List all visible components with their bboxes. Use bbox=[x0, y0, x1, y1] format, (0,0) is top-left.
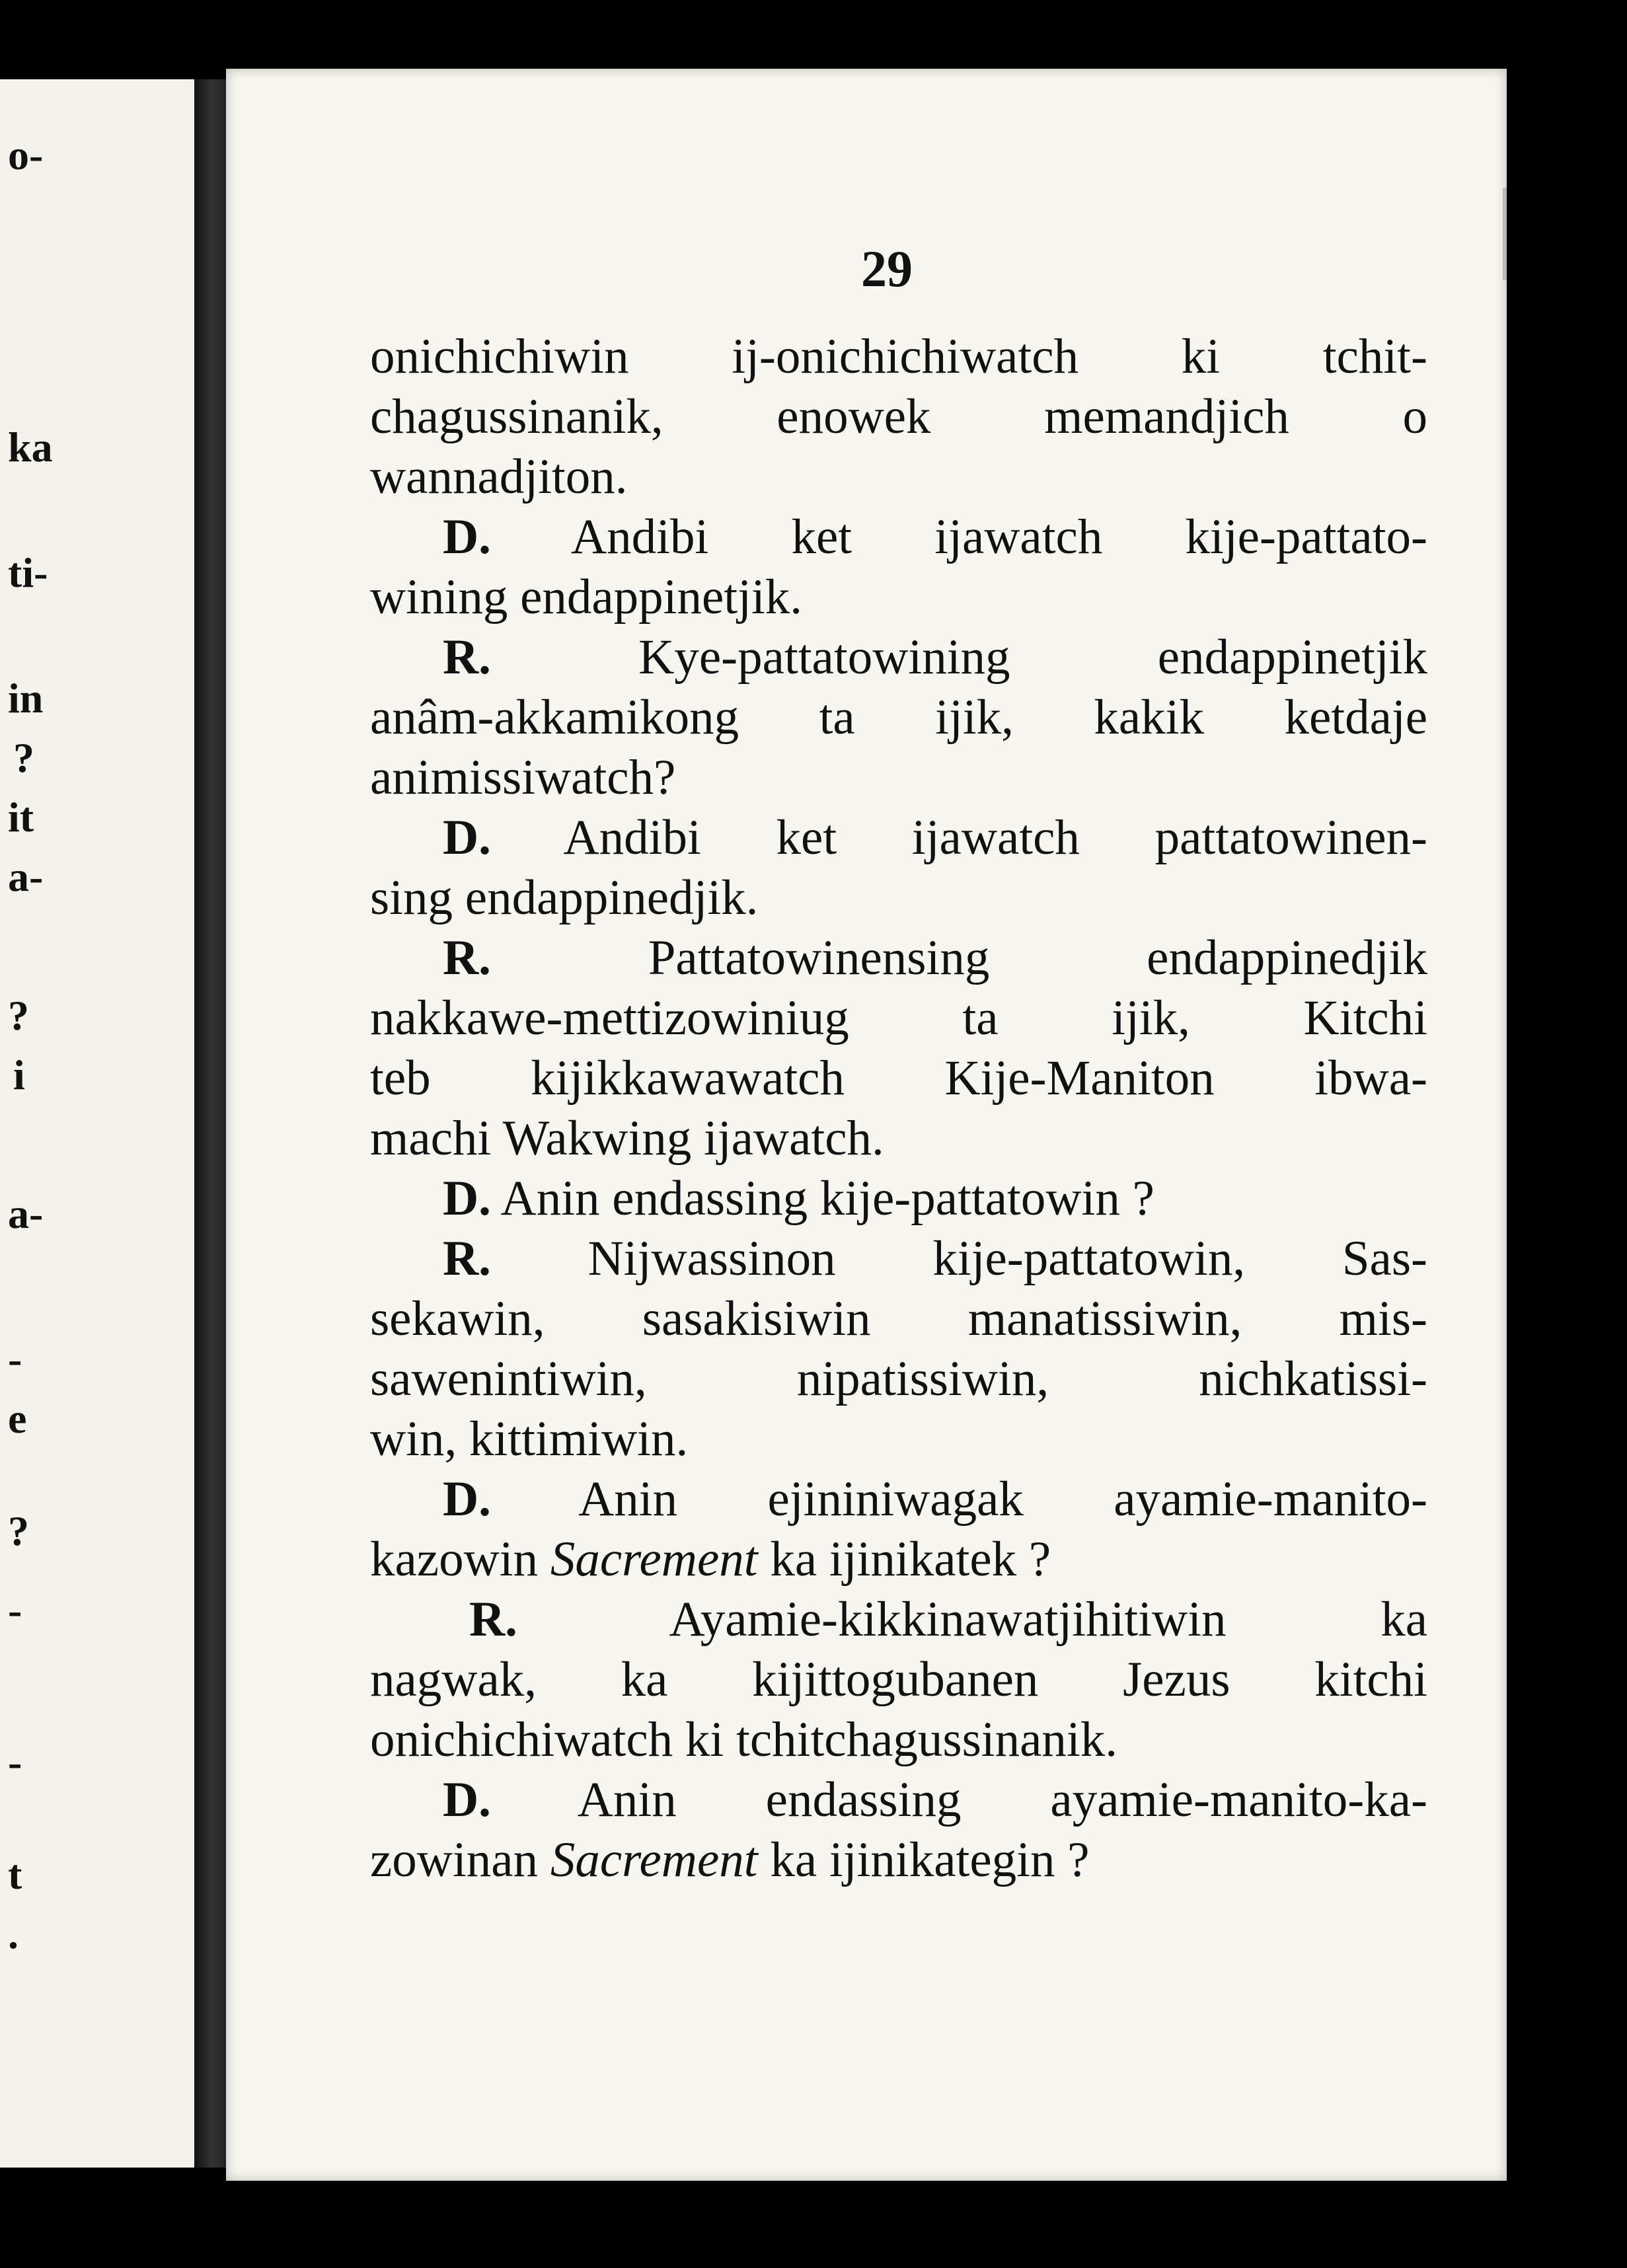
question-line: D. Andibi ket ijawatch pattatowinen- bbox=[443, 810, 1427, 865]
text-line: onichichiwatch ki tchitchagussinanik. bbox=[370, 1712, 1117, 1767]
answer-line: R. Kye-pattatowining endappinetjik bbox=[443, 630, 1427, 685]
text-line: anâm-akkamikong ta ijik, kakik ketdaje bbox=[370, 690, 1427, 745]
page-body-text bbox=[370, 326, 1427, 1890]
text-line: win, kittimiwin. bbox=[370, 1412, 689, 1466]
text-line: machi Wakwing ijawatch. bbox=[370, 1111, 884, 1166]
answer-line: R. Pattatowinensing endappinedjik bbox=[443, 930, 1427, 985]
page-edge-mark bbox=[1503, 188, 1507, 280]
answer-marker: R. bbox=[443, 1231, 491, 1286]
answer-line: R. Nijwassinon kije-pattatowin, Sas- bbox=[443, 1231, 1427, 1286]
left-fragment: . bbox=[8, 1910, 19, 1957]
left-fragment: t bbox=[8, 1851, 22, 1898]
left-fragment: e bbox=[8, 1395, 27, 1442]
text-line: sawenintiwin, nipatissiwin, nichkatissi- bbox=[370, 1351, 1427, 1406]
question-marker: D. bbox=[443, 810, 491, 865]
left-fragment: a- bbox=[8, 853, 44, 900]
text-line: wannadjiton. bbox=[370, 449, 628, 504]
text-line: chagussinanik, enowek memandjich o bbox=[370, 389, 1427, 444]
book-gutter bbox=[194, 79, 226, 2168]
text-line: zowinan Sacrement ka ijinikategin ? bbox=[370, 1833, 1090, 1887]
left-fragment: it bbox=[8, 794, 34, 841]
question-marker: D. bbox=[443, 510, 491, 564]
left-fragment: ? bbox=[8, 1507, 29, 1554]
left-fragment: a- bbox=[8, 1190, 44, 1237]
left-fragment: ti- bbox=[8, 549, 48, 596]
left-fragment: - bbox=[8, 1336, 22, 1382]
left-fragment: ? bbox=[8, 992, 29, 1039]
text-line: animissiwatch? bbox=[370, 750, 676, 805]
answer-line: R. Ayamie-kikkinawatjihitiwin ka bbox=[469, 1592, 1427, 1647]
text-line: sing endappinedjik. bbox=[370, 870, 759, 925]
text-line: teb kijikkawawatch Kije-Maniton ibwa- bbox=[370, 1051, 1427, 1106]
text-line: wining endappinetjik. bbox=[370, 570, 803, 624]
left-fragment: - bbox=[8, 1587, 22, 1634]
answer-marker: R. bbox=[469, 1592, 517, 1647]
left-fragment: ka bbox=[8, 424, 53, 471]
page-number: 29 bbox=[861, 240, 913, 297]
text-line: onichichiwin ij-onichichiwatch ki tchit- bbox=[370, 329, 1427, 384]
text-line: kazowin Sacrement ka ijinikatek ? bbox=[370, 1532, 1051, 1587]
question-marker: D. bbox=[443, 1472, 491, 1527]
left-fragment: - bbox=[8, 1739, 22, 1786]
question-line: D. Anin endassing kije-pattatowin ? bbox=[443, 1171, 1154, 1226]
question-marker: D. bbox=[443, 1171, 491, 1226]
text-line: nagwak, ka kijittogubanen Jezus kitchi bbox=[370, 1652, 1427, 1707]
text-line: sekawin, sasakisiwin manatissiwin, mis- bbox=[370, 1291, 1427, 1346]
previous-page-fragment bbox=[0, 79, 197, 2168]
question-line: D. Anin endassing ayamie-manito-ka- bbox=[443, 1772, 1427, 1827]
left-fragment: ? bbox=[13, 734, 34, 781]
question-marker: D. bbox=[443, 1772, 491, 1827]
text-line: nakkawe-mettizowiniug ta ijik, Kitchi bbox=[370, 991, 1427, 1045]
current-page bbox=[226, 69, 1507, 2181]
left-fragment: i bbox=[13, 1051, 25, 1098]
left-fragment: in bbox=[8, 675, 44, 722]
question-line: D. Anin ejininiwagak ayamie-manito- bbox=[443, 1472, 1427, 1527]
italic-term: Sacrement bbox=[550, 1833, 758, 1887]
answer-marker: R. bbox=[443, 630, 491, 685]
left-fragment: o- bbox=[8, 132, 44, 178]
answer-marker: R. bbox=[443, 930, 491, 985]
question-line: D. Andibi ket ijawatch kije-pattato- bbox=[443, 510, 1427, 564]
italic-term: Sacrement bbox=[550, 1532, 758, 1587]
